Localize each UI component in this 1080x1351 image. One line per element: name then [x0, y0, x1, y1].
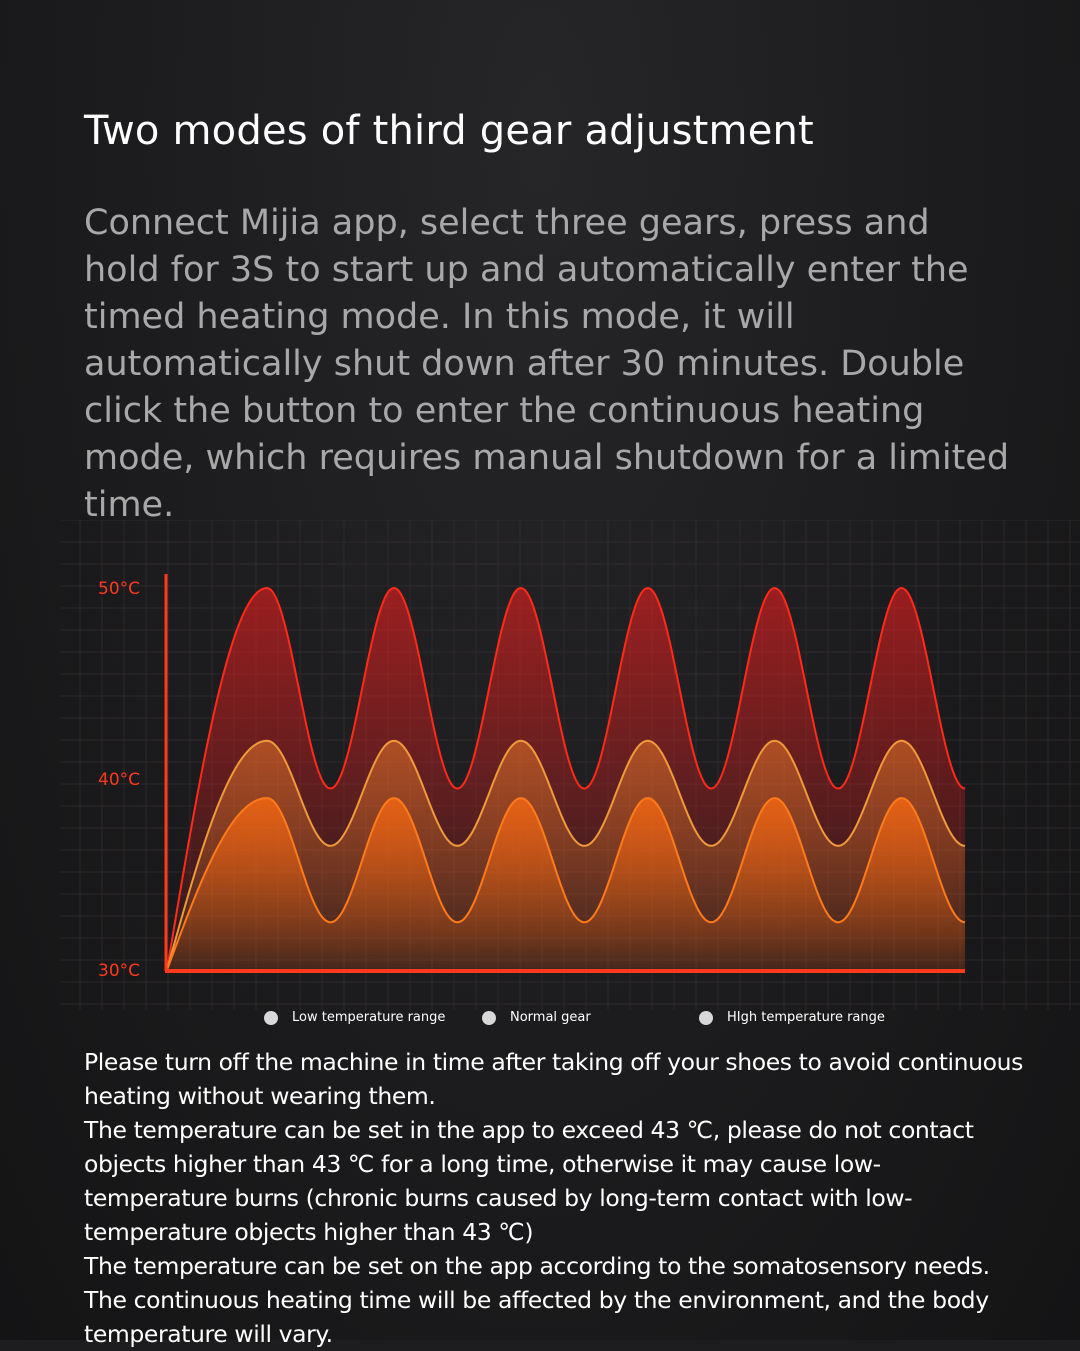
y-tick-label-40: 40°C — [98, 770, 141, 790]
note-shoes-off: Please turn off the machine in time after taking off your shoes to avoid continuous heating without wearing them. — [84, 1048, 1023, 1110]
legend-dot-low — [264, 1011, 278, 1025]
legend-item-high — [699, 1010, 885, 1025]
legend-label-high: HIgh temperature range — [727, 1010, 885, 1025]
legend-item-low — [264, 1010, 445, 1025]
note-burn-warning: The temperature can be set in the app to exceed 43 ℃, please do not contact objects higher than 43 ℃ for a long time, otherwise it may cause low-temperature burns (chronic burns caused by long-term contact with low-temperature objects higher than 43 ℃) — [84, 1116, 974, 1246]
legend-dot-normal — [482, 1011, 496, 1025]
y-tick-label-30: 30°C — [98, 961, 141, 981]
y-tick-label-50: 50°C — [98, 579, 141, 599]
legend-item-normal — [482, 1010, 591, 1025]
legend-label-low: Low temperature range — [292, 1010, 446, 1025]
chart-svg — [0, 520, 1080, 1010]
note-somatosensory: The temperature can be set on the app according to the somatosensory needs. The continuous heating time will be affected by the environment, and the body temperature will vary. — [84, 1252, 990, 1348]
temperature-chart — [0, 520, 1080, 1050]
legend-dot-high — [699, 1011, 713, 1025]
safety-notes — [84, 1045, 1024, 1351]
page-title: Two modes of third gear adjustment — [84, 108, 814, 154]
chart-legend — [0, 1010, 1080, 1034]
legend-label-normal: Normal gear — [510, 1010, 591, 1025]
intro-text: Connect Mijia app, select three gears, press and hold for 3S to start up and automatically enter the timed heating mode. In this mode, it will automatically shut down after 30 minutes. Double click the button to enter the continuous heating mode, which requires manual shutdown for a limited time. — [84, 203, 1010, 525]
